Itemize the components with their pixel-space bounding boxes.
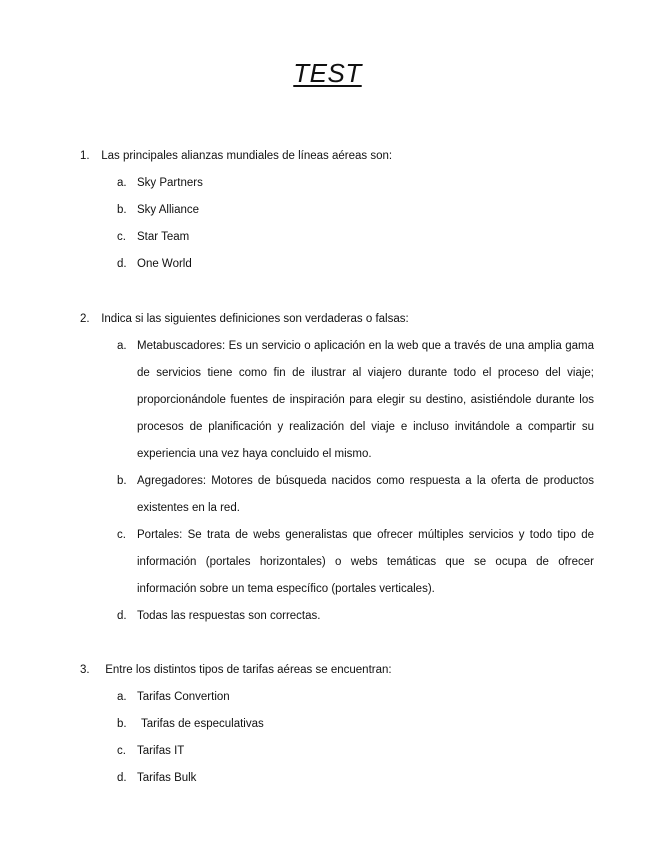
option-2a — [117, 333, 594, 468]
option-text: Agregadores: Motores de búsqueda nacidos como respuesta a la oferta de productos existentes en la red. — [137, 475, 594, 514]
option-letter: c. — [117, 745, 126, 757]
question-text: Indica si las siguientes definiciones son verdaderas o falsas: — [101, 313, 409, 325]
option-1d — [117, 251, 594, 278]
option-letter: c. — [117, 529, 126, 541]
option-text: Portales: Se trata de webs generalistas que ofrecer múltiples servicios y todo tipo de información (portales horizontales) o webs temáticas que se ocupa de ofrecer información sobre un tema específico (portales verticales). — [137, 529, 594, 595]
option-text: Metabuscadores: Es un servicio o aplicación en la web que a través de una amplia gama de servicios tiene como fin de ilustrar al viajero durante todo el proceso del viaje; proporcionándole fuentes de inspiración para elegir su destino, asistiéndole durante los procesos de planificación y realización del viaje e incluso invitándole a compartir su experiencia una vez haya concluido el mismo. — [137, 340, 594, 460]
question-1 — [80, 150, 392, 162]
option-letter: a. — [117, 691, 127, 703]
option-text: Sky Partners — [137, 177, 203, 189]
option-letter: a. — [117, 340, 127, 352]
option-text: Tarifas de especulativas — [141, 718, 264, 730]
option-3c — [117, 738, 594, 765]
question-text: Entre los distintos tipos de tarifas aéreas se encuentran: — [105, 664, 392, 676]
option-text: Sky Alliance — [137, 204, 200, 216]
option-2d — [117, 603, 594, 630]
question-number: 1. — [80, 150, 90, 162]
option-text: Star Team — [137, 231, 190, 243]
option-letter: b. — [117, 204, 127, 216]
page-title: TEST — [293, 58, 362, 88]
option-letter: d. — [117, 610, 127, 622]
question-text: Las principales alianzas mundiales de líneas aéreas son: — [101, 150, 393, 162]
option-letter: b. — [117, 475, 127, 487]
option-1c — [117, 224, 594, 251]
option-text: Tarifas IT — [137, 745, 185, 757]
option-text: One World — [137, 258, 192, 270]
option-letter: d. — [117, 258, 127, 270]
option-3b — [117, 711, 594, 738]
option-2b — [117, 468, 594, 522]
option-1b — [117, 197, 594, 224]
option-letter: c. — [117, 231, 126, 243]
question-2 — [80, 313, 409, 325]
question-3 — [80, 664, 392, 676]
option-letter: a. — [117, 177, 127, 189]
option-3d — [117, 765, 594, 792]
question-number: 3. — [80, 664, 90, 676]
option-3a — [117, 684, 594, 711]
option-text: Tarifas Convertion — [137, 691, 230, 703]
option-text: Todas las respuestas son correctas. — [137, 610, 321, 622]
option-letter: d. — [117, 772, 127, 784]
option-letter: b. — [117, 718, 127, 730]
question-number: 2. — [80, 313, 90, 325]
option-2c — [117, 522, 594, 603]
option-text: Tarifas Bulk — [137, 772, 197, 784]
option-1a — [117, 170, 594, 197]
